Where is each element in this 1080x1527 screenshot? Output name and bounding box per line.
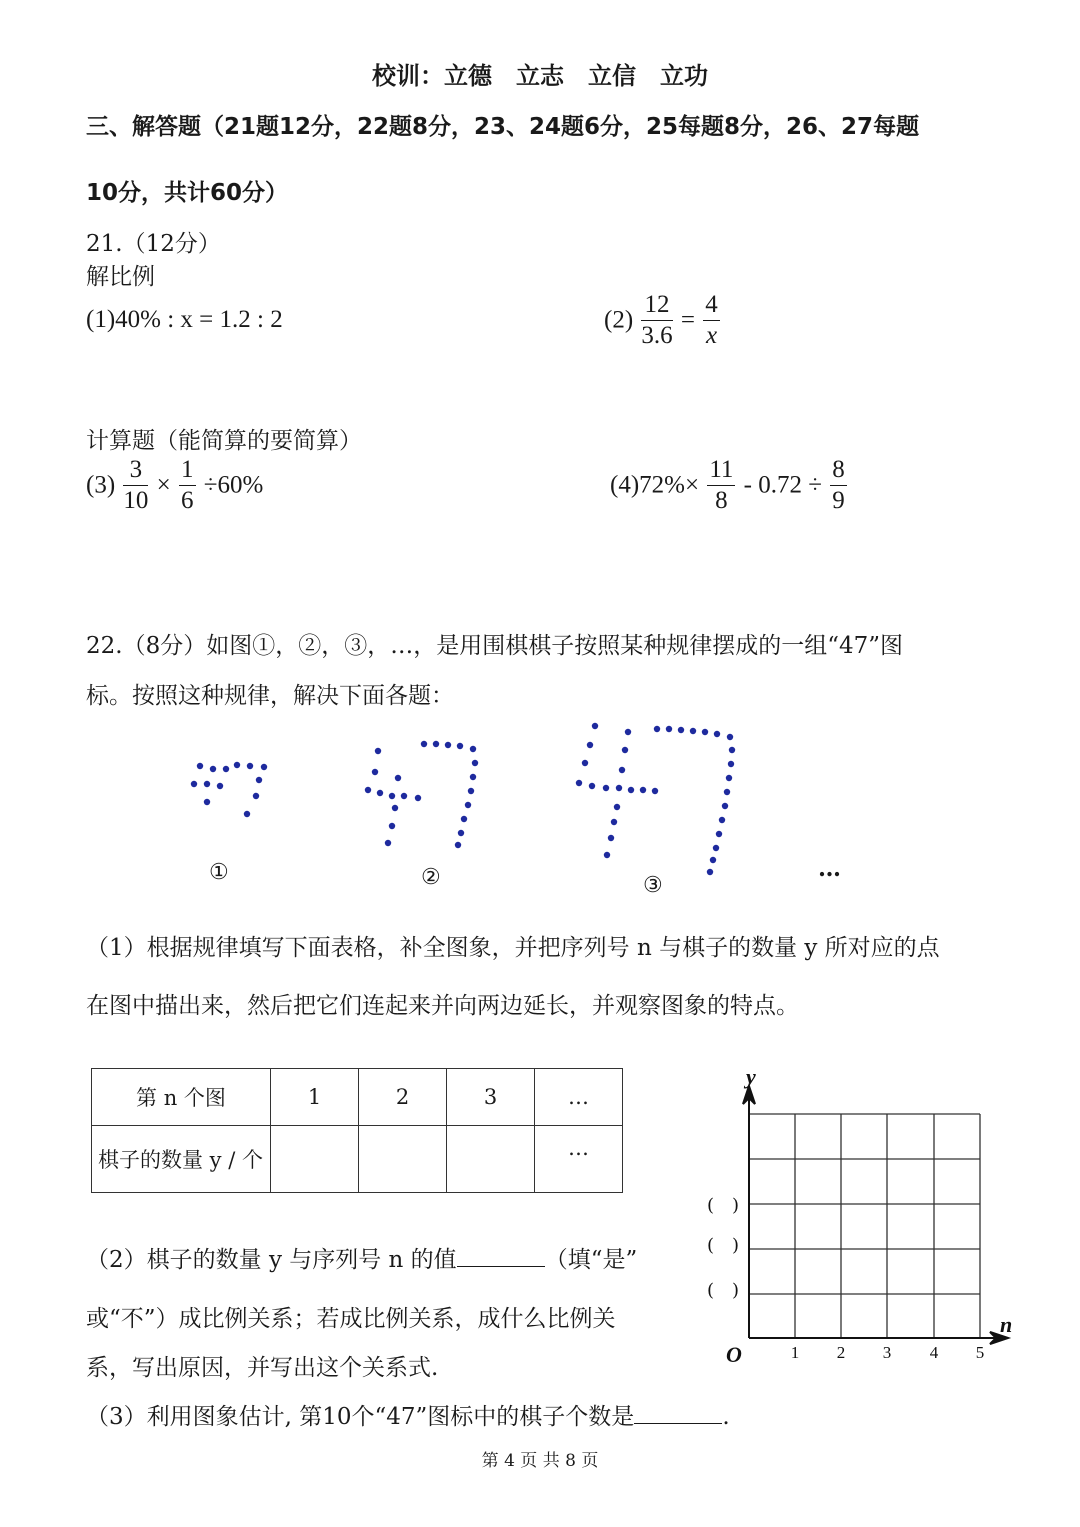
figure-1-dots (191, 762, 267, 817)
x-tick: 1 (790, 1343, 800, 1362)
x-tick: 5 (975, 1343, 985, 1362)
table-answer-cell[interactable] (447, 1126, 535, 1193)
origin-label: O (726, 1342, 742, 1367)
x-tick: 2 (836, 1343, 846, 1362)
figure-ellipsis: … (818, 855, 841, 882)
page-footer: 第 4 页 共 8 页 (481, 1451, 599, 1471)
fraction-right: $\frac{4}{x}$ (705, 291, 718, 349)
table-header-n: 第 n 个图 (92, 1069, 271, 1126)
x-axis-label: n (1000, 1312, 1013, 1337)
problem-number: (2) (604, 306, 634, 334)
figure-2-dots (365, 741, 478, 848)
q21-solve-proportion: 解比例 (86, 264, 155, 290)
figure-3-label: ③ (643, 873, 663, 898)
answer-blank[interactable] (634, 1403, 722, 1424)
section-title-line2: 10分，共计60分） (86, 180, 289, 206)
grid-lines (749, 1114, 980, 1338)
q21-problem-3: (3) $\frac{3}{10}$ × $\frac{1}{6}$ ÷60% (86, 456, 264, 514)
q21-problem-1 (86, 306, 283, 334)
q22-part2-line1: （2）棋子的数量 y 与序列号 n 的值 （填“是” (86, 1247, 638, 1273)
table-cell: … (535, 1069, 623, 1126)
dot-figures (0, 700, 1080, 900)
table-cell: 2 (359, 1069, 447, 1126)
q22-part1-line1: （1）根据规律填写下面表格，补全图象，并把序列号 n 与棋子的数量 y 所对应的点 (86, 935, 940, 961)
table-answer-cell[interactable] (271, 1126, 359, 1193)
q22-part2-line3: 系，写出原因，并写出这个关系式. (86, 1355, 439, 1381)
y-axis-label: y (746, 1064, 756, 1089)
q21-calc-heading: 计算题（能简算的要简算） (86, 428, 362, 454)
x-tick-labels (791, 1343, 985, 1362)
table-row-n (92, 1069, 623, 1126)
answer-blank[interactable] (457, 1246, 545, 1267)
problem-expression: 40% : x = 1.2 : 2 (115, 306, 283, 333)
x-tick: 4 (929, 1343, 939, 1362)
q21-heading: 21.（12分） (86, 231, 221, 257)
figure-3-dots (576, 723, 735, 875)
y-tick-placeholders (707, 1195, 739, 1301)
fraction-b: $\frac{8}{9}$ (832, 456, 845, 514)
table-cell: 3 (447, 1069, 535, 1126)
y-tick-blank: ( ) (706, 1195, 740, 1216)
fraction-a: $\frac{3}{10}$ (123, 456, 149, 514)
table-row-y (92, 1126, 623, 1193)
data-table (91, 1068, 623, 1193)
q21-problem-2: (2) $\frac{12}{3.6}$ = $\frac{4}{x}$ (604, 291, 718, 349)
figure-2-label: ② (421, 865, 441, 890)
problem-number: (1) (86, 306, 116, 333)
section-title-line1: 三、解答题（21题12分，22题8分，23、24题6分，25每题8分，26、27每题 (86, 114, 920, 140)
school-motto: 校训：立德 立志 立信 立功 (372, 62, 708, 90)
q22-part1-line2: 在图中描出来，然后把它们连起来并向两边延长，并观察图象的特点。 (86, 993, 799, 1019)
fraction-a: $\frac{11}{8}$ (709, 456, 734, 514)
axes (743, 1086, 1008, 1344)
y-tick-blank: ( ) (706, 1235, 740, 1256)
figure-1-label: ① (209, 860, 229, 885)
x-tick: 3 (882, 1343, 892, 1362)
fraction-left: $\frac{12}{3.6}$ (641, 291, 673, 349)
q21-problem-4: (4)72%× $\frac{11}{8}$ - 0.72 ÷ $\frac{8}{9}$ (610, 456, 845, 514)
q22-intro-line1: 22.（8分）如图①，②，③，…，是用围棋棋子按照某种规律摆成的一组“47”图 (86, 633, 903, 659)
q22-intro-line2: 标。按照这种规律，解决下面各题： (86, 683, 454, 709)
fraction-b: $\frac{1}{6}$ (181, 456, 194, 514)
coordinate-grid[interactable] (690, 1060, 1030, 1380)
table-cell: … (535, 1126, 623, 1193)
table-header-y: 棋子的数量 y / 个 (92, 1126, 271, 1193)
table-cell: 1 (271, 1069, 359, 1126)
q22-part2-line2: 或“不”）成比例关系；若成比例关系，成什么比例关 (86, 1306, 616, 1332)
q22-part3: （3）利用图象估计, 第10个“47”图标中的棋子个数是 . (86, 1404, 730, 1430)
y-tick-blank: ( ) (706, 1280, 740, 1301)
table-answer-cell[interactable] (359, 1126, 447, 1193)
